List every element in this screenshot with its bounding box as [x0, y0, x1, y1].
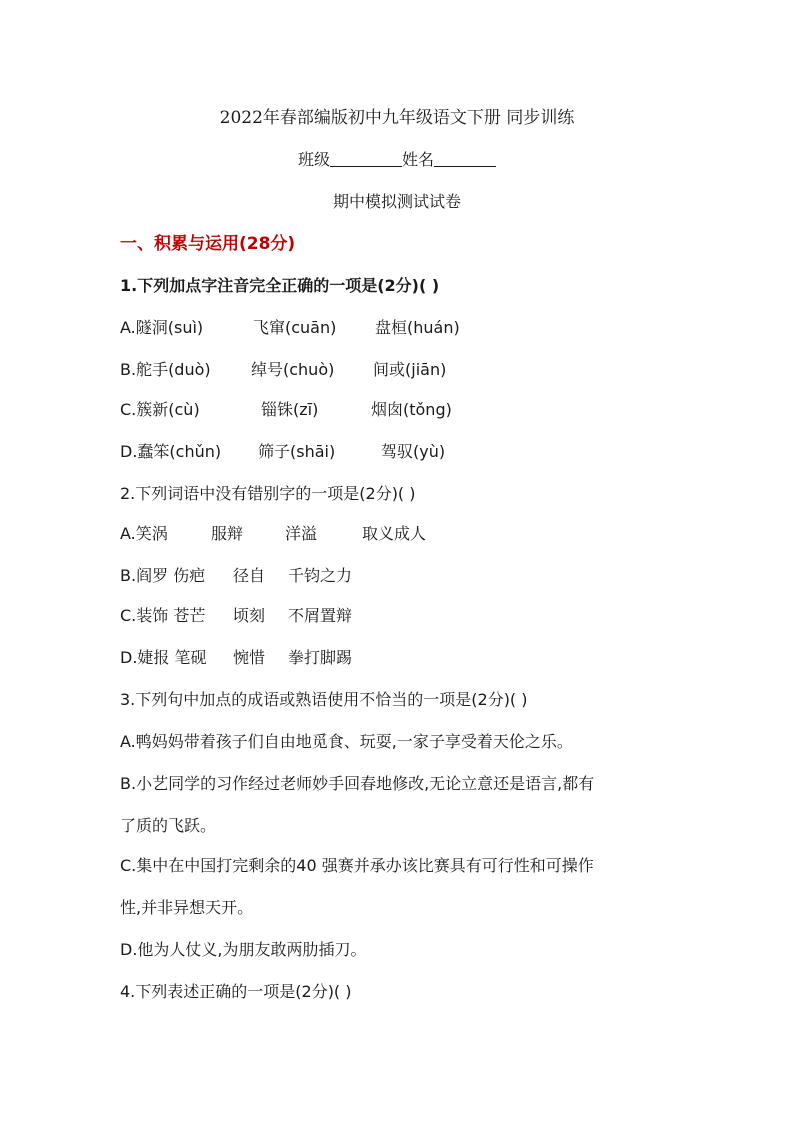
- option-word: C.装饰 苍芒: [120, 606, 206, 625]
- name-label: 姓名: [402, 150, 435, 169]
- option-word: 绰号(chuò): [251, 360, 335, 379]
- question-3-stem: 3.下列句中加点的成语或熟语使用不恰当的一项是(2分)( ): [120, 690, 528, 709]
- question-3-option-b: B.小艺同学的习作经过老师妙手回春地修改,无论立意还是语言,都有: [120, 774, 595, 793]
- class-label: 班级: [297, 150, 330, 169]
- question-1-option-c: [120, 400, 452, 420]
- option-word: C.簇新(cù): [120, 400, 200, 419]
- option-word: 洋溢: [285, 524, 318, 543]
- question-2-stem: 2.下列词语中没有错别字的一项是(2分)( ): [120, 484, 416, 503]
- option-word: B.阎罗 伤疤: [120, 566, 206, 585]
- option-word: A.隧洞(suì): [120, 318, 204, 337]
- student-info-line: [0, 150, 794, 170]
- option-word: 盘桓(huán): [375, 318, 460, 337]
- option-word: 驾驭(yù): [381, 442, 446, 461]
- option-word: 间或(jiān): [373, 360, 447, 379]
- class-blank[interactable]: [330, 150, 402, 167]
- question-1-option-a: [120, 318, 460, 338]
- question-1-option-d: [120, 442, 445, 462]
- question-2-option-a: [120, 524, 426, 544]
- question-3-option-d: D.他为人仗义,为朋友敢两肋插刀。: [120, 940, 367, 959]
- question-1-stem: 1.下列加点字注音完全正确的一项是(2分)( ): [120, 276, 440, 295]
- question-2-option-c: [120, 606, 352, 626]
- option-word: 拳打脚踢: [288, 648, 353, 667]
- section-heading-1: 一、积累与运用(28分): [120, 234, 296, 254]
- option-word: D.婕报 笔砚: [120, 648, 207, 667]
- option-word: 径自: [233, 566, 266, 585]
- option-word: B.舵手(duò): [120, 360, 211, 379]
- name-blank[interactable]: [434, 150, 496, 167]
- question-3-option-b-cont: 了质的飞跃。: [120, 816, 217, 835]
- option-word: 千钧之力: [288, 566, 353, 585]
- option-word: D.蠢笨(chǔn): [120, 442, 222, 461]
- question-3-option-c-cont: 性,并非异想天开。: [120, 898, 254, 917]
- option-word: 取义成人: [362, 524, 427, 543]
- option-word: 不屑置辩: [288, 606, 353, 625]
- option-word: 惋惜: [233, 648, 266, 667]
- document-title: 2022年春部编版初中九年级语文下册 同步训练: [219, 108, 575, 128]
- question-1-option-b: [120, 360, 446, 380]
- option-word: 锱铢(zī): [261, 400, 319, 419]
- question-4-stem: 4.下列表述正确的一项是(2分)( ): [120, 982, 352, 1001]
- option-word: A.笑涡: [120, 524, 168, 543]
- option-word: 筛子(shāi): [258, 442, 336, 461]
- exam-subtitle: 期中模拟测试试卷: [332, 192, 461, 211]
- option-word: 服辩: [211, 524, 244, 543]
- question-2-option-d: [120, 648, 352, 668]
- option-word: 烟囱(tǒng): [371, 400, 452, 419]
- question-3-option-a: A.鸭妈妈带着孩子们自由地觅食、玩耍,一家子享受着天伦之乐。: [120, 732, 573, 751]
- question-3-option-c: C.集中在中国打完剩余的40 强赛并承办该比赛具有可行性和可操作: [120, 856, 594, 875]
- option-word: 顷刻: [233, 606, 266, 625]
- option-word: 飞窜(cuān): [253, 318, 337, 337]
- question-2-option-b: [120, 566, 352, 586]
